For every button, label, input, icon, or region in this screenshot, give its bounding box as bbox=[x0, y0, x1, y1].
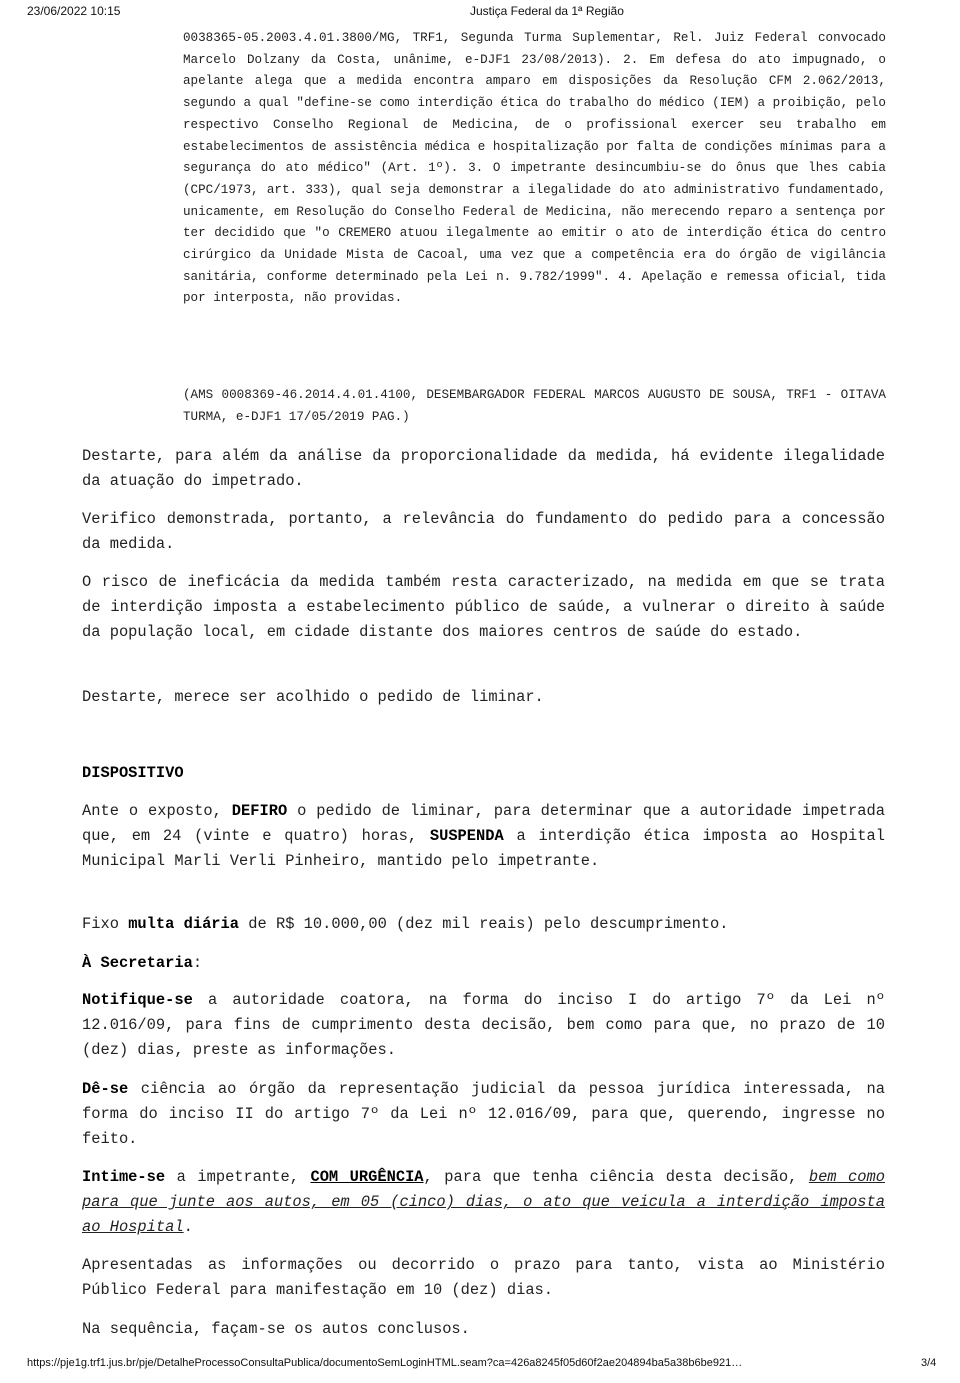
intime-text-b: a impetrante, bbox=[165, 1168, 311, 1186]
paragraph-fine bbox=[82, 912, 885, 937]
paragraph-ruling bbox=[82, 799, 885, 875]
notify-bold: Notifique-se bbox=[82, 991, 193, 1009]
paragraph-intime bbox=[82, 1165, 885, 1241]
dese-text: ciência ao órgão da representação judicial da pessoa jurídica interessada, na forma do inciso II do artigo 7º da Lei nº 12.016/09, para que, querendo, ingresse no feito. bbox=[82, 1080, 885, 1149]
ruling-text-a: Ante o exposto, bbox=[82, 802, 232, 820]
page-number: 3/4 bbox=[921, 1357, 937, 1369]
secretaria-label: À Secretaria bbox=[82, 954, 193, 972]
dispositivo-heading: DISPOSITIVO bbox=[82, 764, 184, 782]
intime-period: . bbox=[183, 1218, 193, 1237]
citation-body: 0038365-05.2003.4.01.3800/MG, TRF1, Segunda Turma Suplementar, Rel. Juiz Federal convocado Marcelo Dolzany da Costa, unânime, e-DJF1 23/08/2013). 2. Em defesa do ato impugnado, o apelante alega que a medida encontra amparo em disposições da Resolução CFM 2.062/2013, segundo a qual "define-se como interdição ética do trabalho do médico (IEM) a proibição, pelo respectivo Conselho Regional de Medicina, de o profissional exercer seu trabalho em estabelecimentos de assistência médica e hospitalização por falta de condições mínimas para a segurança do ato médico" (Art. 1º). 3. O impetrante desincumbiu-se do ônus que lhes cabia (CPC/1973, art. 333), qual seja demonstrar a ilegalidade do ato administrativo fundamentado, unicamente, em Resolução do Conselho Federal de Medicina, não merecendo reparo a sentença por ter decidido que "o CREMERO atuou ilegalmente ao emitir o ato de interdição ética do centro cirúrgico da Unidade Mista de Cacoal, uma vez que a competência era do órgão de vigilância sanitária, conforme determinado pela Lei n. 9.782/1999". 4. Apelação e remessa oficial, tida por interposta, não providas. bbox=[183, 31, 886, 306]
notify-text: a autoridade coatora, na forma do inciso I do artigo 7º da Lei nº 12.016/09, para fins de cumprimento desta decisão, bem como para que, no prazo de 10 (dez) dias, preste as informações. bbox=[82, 991, 885, 1060]
ruling-text-c: o pedido de liminar, para determinar que a autoridade impetrada que, em 24 (vinte e quatro) horas, bbox=[82, 802, 885, 846]
secretaria-colon: : bbox=[192, 954, 203, 972]
section-heading-secretaria bbox=[82, 951, 885, 976]
paragraph-conclusion: Destarte, merece ser acolhido o pedido de liminar. bbox=[82, 688, 544, 706]
paragraph-apresentadas: Apresentadas as informações ou decorrido o prazo para tanto, vista ao Ministério Público Federal para manifestação em 10 (dez) dias. bbox=[82, 1256, 885, 1300]
ruling-suspenda: SUSPENDA bbox=[429, 827, 504, 846]
intime-italic-instruction: bem como para que junte aos autos, em 05 (cinco) dias, o ato que veicula a interdição imposta ao Hospital bbox=[82, 1168, 885, 1237]
fine-text-c: de R$ 10.000,00 (dez mil reais) pelo descumprimento. bbox=[239, 915, 729, 933]
paragraph-notify bbox=[82, 988, 885, 1064]
section-heading-dispositivo bbox=[82, 761, 885, 786]
paragraph-sequencia: Na sequência, façam-se os autos conclusos. bbox=[82, 1320, 470, 1338]
paragraph-dese bbox=[82, 1077, 885, 1153]
footer-url: https://pje1g.trf1.jus.br/pje/DetalheProcessoConsultaPublica/documentoSemLoginHTML.seam?ca=426a8245f05d60f2ae204894ba5a38b6be921… bbox=[27, 1357, 743, 1369]
document-source-title: Justiça Federal da 1ª Região bbox=[470, 4, 624, 18]
paragraph-risk: O risco de ineficácia da medida também resta caracterizado, na medida em que se trata de interdição imposta a estabelecimento público de saúde, a vulnerar o direito à saúde da população local, em cidade distante dos maiores centros de saúde do estado. bbox=[82, 573, 885, 642]
paragraph-relevance: Verifico demonstrada, portanto, a relevância do fundamento do pedido para a concessão da medida. bbox=[82, 510, 885, 554]
intime-text-d: , para que tenha ciência desta decisão, bbox=[423, 1168, 809, 1186]
print-datetime: 23/06/2022 10:15 bbox=[27, 4, 121, 18]
ruling-defiro: DEFIRO bbox=[231, 802, 288, 820]
ruling-text-e: a interdição ética imposta ao Hospital Municipal Marli Verli Pinheiro, mantido pelo impetrante. bbox=[82, 827, 885, 871]
dese-bold: Dê-se bbox=[82, 1080, 129, 1098]
intime-urgencia: COM URGÊNCIA bbox=[310, 1168, 424, 1186]
fine-text-a: Fixo bbox=[82, 915, 129, 933]
paragraph-illegality: Destarte, para além da análise da proporcionalidade da medida, há evidente ilegalidade da atuação do impetrado. bbox=[82, 447, 885, 491]
citation-reference: (AMS 0008369-46.2014.4.01.4100, DESEMBARGADOR FEDERAL MARCOS AUGUSTO DE SOUSA, TRF1 - OITAVA TURMA, e-DJF1 17/05/2019 PAG.) bbox=[183, 388, 886, 424]
fine-bold: multa diária bbox=[128, 915, 240, 933]
intime-bold: Intime-se bbox=[82, 1168, 166, 1186]
